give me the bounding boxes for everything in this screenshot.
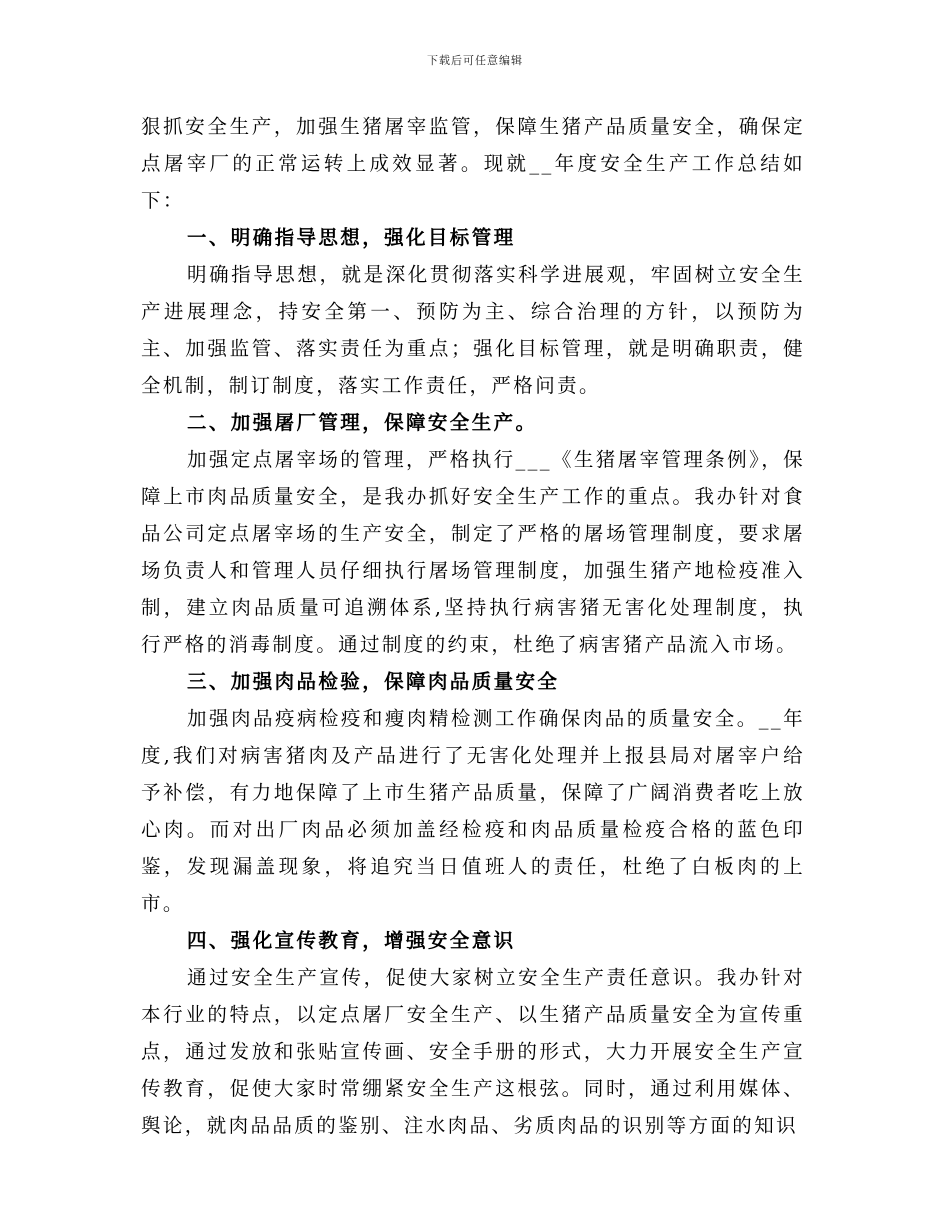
section-paragraph-1: 明确指导思想，就是深化贯彻落实科学进展观，牢固树立安全生产进展理念，持安全第一、预防为主、综合治理的方针，以预防为主、加强监管、落实责任为重点；强化目标管理，就是明确职责，健全机制，制订制度，落实工作责任，严格问责。 (141, 263, 805, 397)
page-header-note: 下载后可任意编辑 (427, 54, 523, 67)
section-heading-2: 二、加强屠厂管理，保障安全生产。 (187, 411, 538, 434)
intro-paragraph: 狠抓安全生产，加强生猪屠宰监管，保障生猪产品质量安全，确保定点屠宰厂的正常运转上成效显著。现就__年度安全生产工作总结如下： (141, 115, 805, 212)
section-paragraph-2: 加强定点屠宰场的管理，严格执行___《生猪屠宰管理条例》，保障上市肉品质量安全，是我办抓好安全生产工作的重点。我办针对食品公司定点屠宰场的生产安全，制定了严格的屠场管理制度，要求屠场负责人和管理人员仔细执行屠场管理制度，加强生猪产地检疫准入制，建立肉品质量可追溯体系,坚持执行病害猪无害化处理制度，执行严格的消毒制度。通过制度的约束，杜绝了病害猪产品流入市场。 (141, 448, 806, 656)
section-paragraph-4: 通过安全生产宣传，促使大家树立安全生产责任意识。我办针对本行业的特点，以定点屠厂安全生产、以生猪产品质量安全为宣传重点，通过发放和张贴宣传画、安全手册的形式，大力开展安全生产宣传教育，促使大家时常绷紧安全生产这根弦。同时，通过利用媒体、舆论，就肉品品质的鉴别、注水肉品、劣质肉品的识别等方面的知识 (141, 966, 805, 1137)
section-heading-3: 三、加强肉品检验，保障肉品质量安全 (187, 670, 560, 693)
section-heading-1: 一、明确指导思想，强化目标管理 (187, 226, 516, 249)
section-paragraph-3: 加强肉品疫病检疫和瘦肉精检测工作确保肉品的质量安全。__年度,我们对病害猪肉及产品进行了无害化处理并上报县局对屠宰户给予补偿，有力地保障了上市生猪产品质量，保障了广阔消费者吃上放心肉。而对出厂肉品必须加盖经检疫和肉品质量检疫合格的蓝色印鉴，发现漏盖现象，将追究当日值班人的责任，杜绝了白板肉的上市。 (141, 707, 805, 915)
section-heading-4: 四、强化宣传教育，增强安全意识 (187, 929, 516, 952)
document-body (141, 108, 805, 1144)
